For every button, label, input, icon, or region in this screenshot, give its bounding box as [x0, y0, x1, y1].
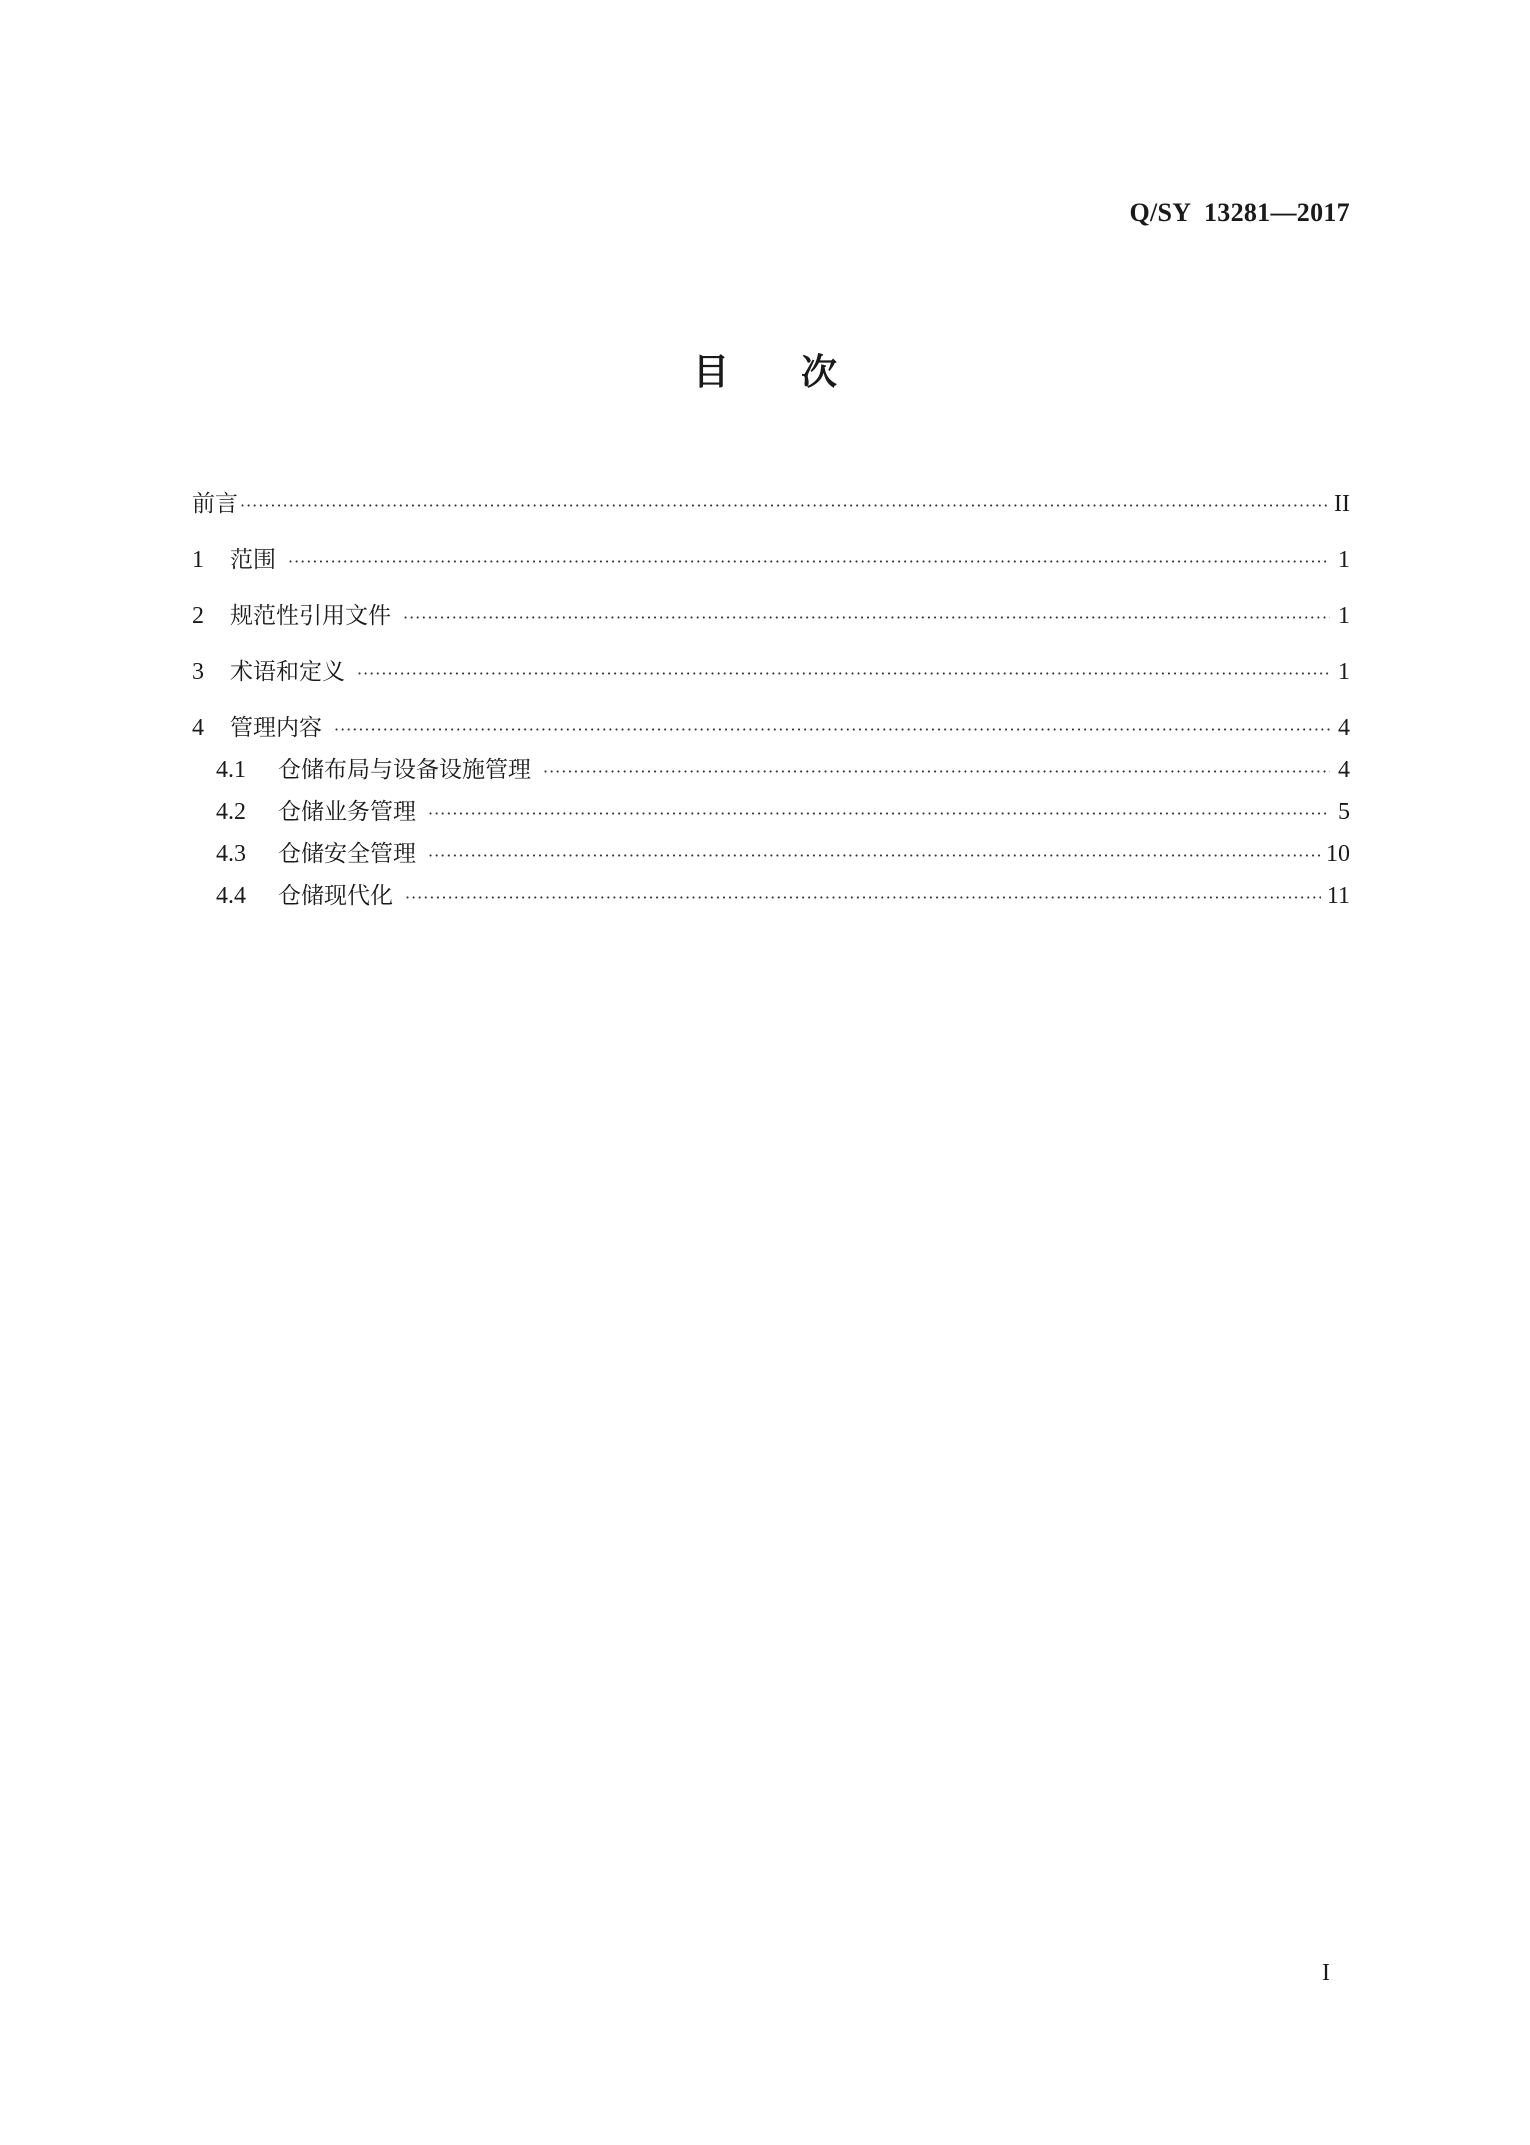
toc-entry-number: 3	[192, 659, 204, 685]
toc-entry-foreword[interactable]	[192, 488, 1350, 522]
toc-entry-label: 范围	[230, 547, 276, 573]
toc-dot-leader	[403, 602, 1330, 634]
toc-entry-label: 术语和定义	[230, 659, 345, 685]
toc-entry-page: 10	[1326, 841, 1350, 867]
toc-entry-number: 1	[192, 547, 204, 573]
toc-entry-3[interactable]	[192, 656, 1350, 690]
toc-entry-page: 5	[1338, 799, 1350, 825]
toc-entry-page: II	[1334, 491, 1350, 517]
toc-entry-label: 仓储业务管理	[278, 799, 416, 825]
toc-entry-4[interactable]	[192, 712, 1350, 746]
toc-entry-4-3[interactable]	[192, 838, 1350, 872]
footer-page-number: I	[1322, 1960, 1330, 1986]
toc-entry-label: 规范性引用文件	[230, 603, 391, 629]
toc-entry-2[interactable]	[192, 600, 1350, 634]
toc-dot-leader	[405, 882, 1321, 914]
toc-dot-leader	[428, 798, 1330, 830]
toc-entry-page: 1	[1338, 603, 1350, 629]
toc-entry-4-4[interactable]	[192, 880, 1350, 914]
toc-dot-leader	[334, 714, 1330, 746]
toc-dot-leader	[428, 840, 1320, 872]
toc-entry-page: 11	[1326, 883, 1350, 909]
toc-entry-number: 4	[192, 715, 204, 741]
page-title: 目次	[692, 352, 909, 393]
toc-dot-leader	[357, 658, 1330, 690]
standard-code: Q/SY 13281—2017	[1129, 198, 1350, 227]
toc-entry-number: 2	[192, 603, 204, 629]
toc-entry-number: 4.4	[216, 883, 246, 909]
toc-entry-label: 前言	[192, 491, 238, 517]
toc-entry-number: 4.2	[216, 799, 246, 825]
toc-entry-page: 1	[1338, 659, 1350, 685]
table-of-contents	[192, 488, 1350, 914]
toc-entry-label: 仓储布局与设备设施管理	[278, 757, 531, 783]
toc-dot-leader	[543, 756, 1330, 788]
toc-entry-label: 仓储安全管理	[278, 841, 416, 867]
toc-entry-number: 4.3	[216, 841, 246, 867]
toc-entry-page: 4	[1338, 757, 1350, 783]
toc-dot-leader	[288, 546, 1330, 578]
toc-entry-number: 4.1	[216, 757, 246, 783]
toc-entry-4-2[interactable]	[192, 796, 1350, 830]
toc-entry-page: 4	[1338, 715, 1350, 741]
toc-entry-page: 1	[1338, 547, 1350, 573]
toc-entry-4-1[interactable]	[192, 754, 1350, 788]
toc-entry-label: 仓储现代化	[278, 883, 393, 909]
toc-entry-label: 管理内容	[230, 715, 322, 741]
toc-entry-1[interactable]	[192, 544, 1350, 578]
toc-dot-leader	[240, 490, 1328, 522]
